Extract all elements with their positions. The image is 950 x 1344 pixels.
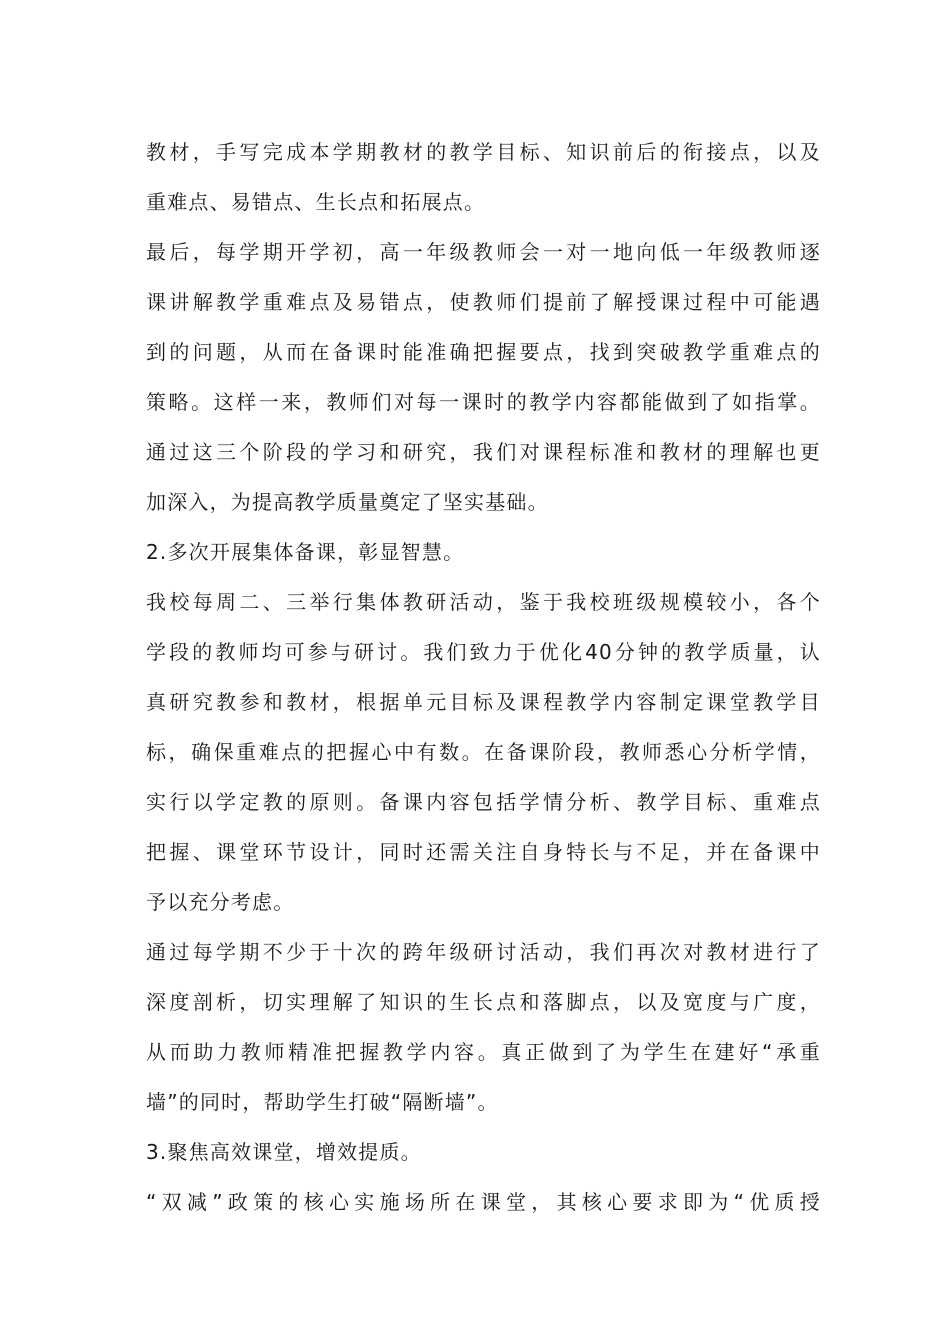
section-heading: 3.聚焦高效课堂，增效提质。 <box>146 1140 422 1164</box>
text-line: 学段的教师均可参与研讨。我们致力于优化40分钟的教学质量，认 <box>146 640 821 664</box>
text-line: 通过这三个阶段的学习和研究，我们对课程标准和教材的理解也更 <box>146 440 821 464</box>
text-line: 深度剖析，切实理解了知识的生长点和落脚点，以及宽度与广度， <box>146 990 821 1014</box>
text-line: 课讲解教学重难点及易错点，使教师们提前了解授课过程中可能遇 <box>146 290 821 314</box>
text-line: 我校每周二、三举行集体教研活动，鉴于我校班级规模较小，各个 <box>146 590 821 614</box>
text-line: 把握、课堂环节设计，同时还需关注自身特长与不足，并在备课中 <box>146 840 821 864</box>
text-line: 真研究教参和教材，根据单元目标及课程教学内容制定课堂教学目 <box>146 690 821 714</box>
text-line: 加深入，为提高教学质量奠定了坚实基础。 <box>146 490 549 514</box>
text-line: “双减”政策的核心实施场所在课堂，其核心要求即为“优质授 <box>146 1190 821 1214</box>
text-line: 最后，每学期开学初，高一年级教师会一对一地向低一年级教师逐 <box>146 240 821 264</box>
text-line: 重难点、易错点、生长点和拓展点。 <box>146 190 486 214</box>
document-body <box>146 127 821 1227</box>
text-line: 策略。这样一来，教师们对每一课时的教学内容都能做到了如指掌。 <box>146 390 821 414</box>
text-line: 实行以学定教的原则。备课内容包括学情分析、教学目标、重难点 <box>146 790 821 814</box>
text-line: 从而助力教师精准把握教学内容。真正做到了为学生在建好“承重 <box>146 1040 821 1064</box>
text-line: 标，确保重难点的把握心中有数。在备课阶段，教师悉心分析学情， <box>146 740 821 764</box>
text-line: 墙”的同时，帮助学生打破“隔断墙”。 <box>146 1090 499 1114</box>
text-line: 通过每学期不少于十次的跨年级研讨活动，我们再次对教材进行了 <box>146 940 821 964</box>
text-line: 予以充分考虑。 <box>146 890 295 914</box>
text-line: 到的问题，从而在备课时能准确把握要点，找到突破教学重难点的 <box>146 340 821 364</box>
text-line: 教材，手写完成本学期教材的教学目标、知识前后的衔接点，以及 <box>146 140 821 164</box>
section-heading: 2.多次开展集体备课，彰显智慧。 <box>146 540 465 564</box>
